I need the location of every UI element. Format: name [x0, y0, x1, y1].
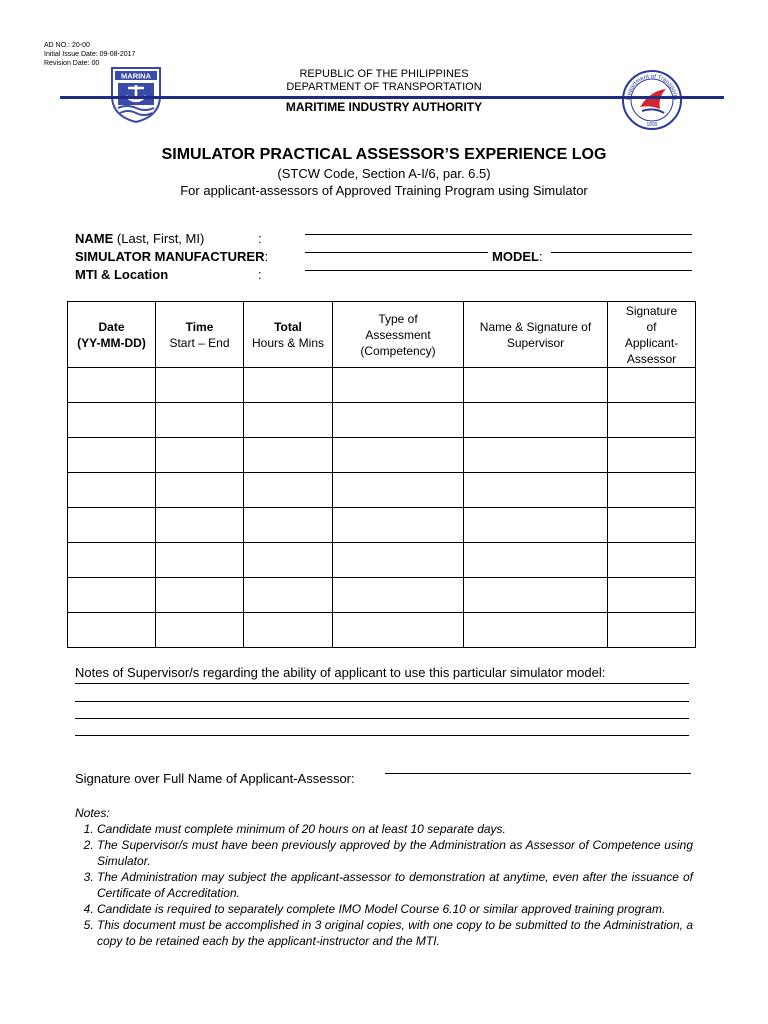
- stcw-reference: (STCW Code, Section A-I/6, par. 6.5): [277, 166, 491, 181]
- model-label: MODEL: [492, 249, 539, 264]
- signature-cell[interactable]: [608, 543, 696, 578]
- total-cell[interactable]: [244, 403, 333, 438]
- manufacturer-label: SIMULATOR MANUFACTURER: [75, 249, 265, 264]
- seal-year: 1899: [646, 122, 658, 128]
- name-input-line[interactable]: [305, 233, 692, 235]
- supervisor-cell[interactable]: [464, 508, 608, 543]
- assessment-cell[interactable]: [333, 613, 464, 648]
- supervisor-cell[interactable]: [464, 578, 608, 613]
- note-item: 2. The Supervisor/s must have been previously approved by the Administration as Assessor of Competence using Simulator.: [97, 837, 693, 869]
- mti-field-label: [75, 267, 168, 282]
- applicant-signature-label: Signature over Full Name of Applicant-Assessor:: [75, 771, 355, 786]
- table-row: [68, 368, 696, 403]
- time-cell[interactable]: [156, 473, 244, 508]
- notes-list: [75, 821, 693, 949]
- note-item: 5. This document must be accomplished in 3 original copies, with one copy to be submitted to the Administration, a copy to be retained each by the applicant-instructor and the MTI.: [97, 917, 693, 949]
- time-cell[interactable]: [156, 613, 244, 648]
- col-header-supervisor: Name & Signature of Supervisor: [464, 302, 608, 368]
- time-cell[interactable]: [156, 543, 244, 578]
- assessment-cell[interactable]: [333, 473, 464, 508]
- table-row: [68, 613, 696, 648]
- col-header-total: Total Hours & Mins: [244, 302, 333, 368]
- total-cell[interactable]: [244, 578, 333, 613]
- applicability-note: For applicant-assessors of Approved Training Program using Simulator: [180, 183, 588, 198]
- signature-cell[interactable]: [608, 578, 696, 613]
- table-row: [68, 508, 696, 543]
- experience-log-table: [67, 301, 696, 648]
- date-cell[interactable]: [68, 508, 156, 543]
- time-cell[interactable]: [156, 438, 244, 473]
- document-subtitle: [0, 165, 768, 199]
- col-header-date: Date (YY-MM-DD): [68, 302, 156, 368]
- time-cell[interactable]: [156, 368, 244, 403]
- supervisor-cell[interactable]: [464, 543, 608, 578]
- table-header-row: [68, 302, 696, 368]
- supervisor-notes-label: Notes of Supervisor/s regarding the ability of applicant to use this particular simulator model:: [75, 665, 606, 680]
- name-label: NAME: [75, 231, 114, 246]
- table-row: [68, 578, 696, 613]
- assessment-cell[interactable]: [333, 368, 464, 403]
- note-item: 4. Candidate is required to separately complete IMO Model Course 6.10 or similar approved training program.: [97, 901, 693, 917]
- applicant-signature-line[interactable]: [385, 772, 691, 774]
- time-cell[interactable]: [156, 403, 244, 438]
- signature-cell[interactable]: [608, 613, 696, 648]
- assessment-cell[interactable]: [333, 403, 464, 438]
- col-header-time: Time Start – End: [156, 302, 244, 368]
- assessment-cell[interactable]: [333, 543, 464, 578]
- date-cell[interactable]: [68, 403, 156, 438]
- supervisor-notes-line-3[interactable]: [75, 717, 689, 719]
- signature-cell[interactable]: [608, 368, 696, 403]
- col-header-applicant-signature: Signature of Applicant- Assessor: [608, 302, 696, 368]
- supervisor-cell[interactable]: [464, 403, 608, 438]
- total-cell[interactable]: [244, 438, 333, 473]
- marina-logo-text: MARINA: [121, 71, 151, 81]
- mti-input-line[interactable]: [305, 269, 692, 271]
- supervisor-notes-line-2[interactable]: [75, 700, 689, 702]
- total-cell[interactable]: [244, 473, 333, 508]
- seal-arc-text: epartment of Transpor: [626, 73, 678, 97]
- total-cell[interactable]: [244, 368, 333, 403]
- model-input-line[interactable]: [551, 251, 692, 253]
- mti-colon: :: [258, 267, 262, 282]
- signature-cell[interactable]: [608, 473, 696, 508]
- table-row: [68, 438, 696, 473]
- time-cell[interactable]: [156, 578, 244, 613]
- agency-name: MARITIME INDUSTRY AUTHORITY: [285, 100, 483, 114]
- document-control-info: [44, 41, 135, 68]
- date-cell[interactable]: [68, 473, 156, 508]
- date-cell[interactable]: [68, 543, 156, 578]
- signature-cell[interactable]: [608, 438, 696, 473]
- table-row: [68, 473, 696, 508]
- assessment-cell[interactable]: [333, 438, 464, 473]
- table-row: [68, 543, 696, 578]
- manufacturer-field-label: [75, 249, 268, 264]
- manufacturer-colon: :: [264, 249, 269, 264]
- table-row: [68, 403, 696, 438]
- signature-cell[interactable]: [608, 403, 696, 438]
- name-colon: :: [258, 231, 262, 246]
- date-cell[interactable]: [68, 578, 156, 613]
- supervisor-notes-line-1[interactable]: [75, 682, 689, 684]
- model-field-label: [492, 249, 543, 264]
- date-cell[interactable]: [68, 438, 156, 473]
- total-cell[interactable]: [244, 508, 333, 543]
- total-cell[interactable]: [244, 543, 333, 578]
- name-hint: (Last, First, MI): [116, 231, 205, 246]
- supervisor-cell[interactable]: [464, 368, 608, 403]
- supervisor-cell[interactable]: [464, 613, 608, 648]
- assessment-cell[interactable]: [333, 578, 464, 613]
- note-item: 3. The Administration may subject the applicant-assessor to demonstration at anytime, even after the issuance of Certificate of Accreditation.: [97, 869, 693, 901]
- assessment-cell[interactable]: [333, 508, 464, 543]
- initial-issue-date: Initial Issue Date: 09-08-2017: [44, 51, 136, 58]
- revision-date: Revision Date: 00: [44, 60, 100, 67]
- note-item: 1. Candidate must complete minimum of 20 hours on at least 10 separate days.: [97, 821, 693, 837]
- supervisor-notes-line-4[interactable]: [75, 734, 689, 736]
- header-divider: [60, 96, 724, 99]
- supervisor-cell[interactable]: [464, 438, 608, 473]
- total-cell[interactable]: [244, 613, 333, 648]
- mti-label: MTI & Location: [75, 267, 169, 282]
- date-cell[interactable]: [68, 368, 156, 403]
- department-line: DEPARTMENT OF TRANSPORTATION: [286, 81, 482, 93]
- government-header: [0, 68, 768, 94]
- model-colon: :: [538, 249, 543, 264]
- notes-title: Notes:: [75, 806, 110, 820]
- manufacturer-input-line[interactable]: [305, 251, 488, 253]
- date-cell[interactable]: [68, 613, 156, 648]
- document-title: SIMULATOR PRACTICAL ASSESSOR’S EXPERIENCE LOG: [161, 146, 607, 163]
- col-header-assessment-type: Type of Assessment (Competency): [333, 302, 464, 368]
- signature-cell[interactable]: [608, 508, 696, 543]
- republic-line: REPUBLIC OF THE PHILIPPINES: [299, 68, 469, 80]
- supervisor-cell[interactable]: [464, 473, 608, 508]
- name-field-label: [75, 231, 204, 246]
- time-cell[interactable]: [156, 508, 244, 543]
- ad-number: AD NO.: 20-00: [44, 42, 90, 49]
